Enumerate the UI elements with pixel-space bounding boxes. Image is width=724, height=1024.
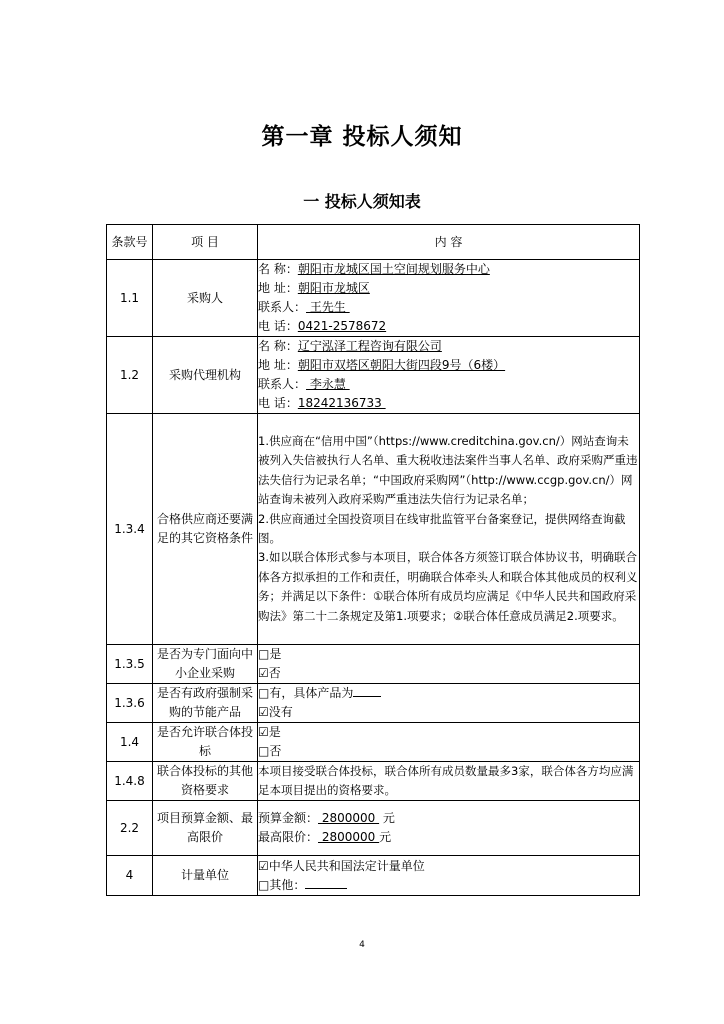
consortium-option-no: □否 (258, 744, 282, 758)
table-row-purchaser (107, 260, 640, 337)
consortium-option-yes: ☑是 (258, 725, 281, 739)
energy-option-yes: □有，具体产品为 (258, 684, 639, 703)
header-clause: 条款号 (107, 225, 153, 260)
table-row-energy (107, 684, 640, 723)
agency-address-line: 地 址：朝阳市双塔区朝阳大街四段9号（6楼） (258, 358, 506, 372)
sme-option-no: ☑否 (258, 666, 281, 680)
item-label: 项目预算金额、最高限价 (153, 801, 258, 856)
unit-option-other: □其他： (258, 876, 639, 895)
budget-line: 预算金额： 2800000 元 (258, 811, 395, 825)
qualification-paragraph-3: 3.如以联合体形式参与本项目，联合体各方须签订联合体协议书，明确联合体各方拟承担的工作和责任，明确联合体牵头人和联合体其他成员的权利义务；并满足以下条件：①联合体所有成员均应满足《中华人民共和国政府采购法》第二十二条规定及第1.项要求；②联合体任意成员满足2.项要求。 (258, 550, 638, 623)
agency-name: 辽宁泓泽工程咨询有限公司 (297, 339, 442, 353)
table-row-agency (107, 337, 640, 414)
section-title: 一 投标人须知表 (303, 192, 421, 211)
agency-name-line: 名 称：辽宁泓泽工程咨询有限公司 (258, 339, 442, 353)
header-content: 内 容 (258, 225, 640, 260)
item-label: 联合体投标的其他资格要求 (153, 762, 258, 801)
table-row-budget (107, 801, 640, 856)
blank-line (353, 684, 381, 697)
item-label: 是否允许联合体投标 (153, 723, 258, 762)
purchaser-phone-line: 电 话：0421-2578672 (258, 319, 387, 333)
agency-contact: 李永慧 (306, 377, 350, 391)
clause-number: 1.4 (107, 723, 153, 762)
content-cell (258, 414, 640, 645)
agency-phone-line: 电 话：18242136733 (258, 396, 386, 410)
table-row-unit (107, 856, 640, 896)
purchaser-contact-line: 联系人： 王先生 (258, 300, 350, 314)
qualification-paragraph-2: 2.供应商通过全国投资项目在线审批监管平台备案登记，提供网络查询截图。 (258, 511, 626, 545)
table-header-row (107, 225, 640, 260)
item-label: 采购代理机构 (153, 337, 258, 414)
clause-number: 1.3.6 (107, 684, 153, 723)
item-label: 是否有政府强制采购的节能产品 (153, 684, 258, 723)
energy-option-no: ☑没有 (258, 705, 293, 719)
header-item: 项 目 (153, 225, 258, 260)
item-label: 合格供应商还要满足的其它资格条件 (153, 414, 258, 645)
blank-line (305, 876, 347, 889)
clause-number: 1.2 (107, 337, 153, 414)
clause-number: 1.1 (107, 260, 153, 337)
page-number: 4 (359, 940, 365, 950)
agency-phone: 18242136733 (297, 396, 386, 410)
purchaser-contact: 王先生 (306, 300, 350, 314)
purchaser-name: 朝阳市龙城区国土空间规划服务中心 (297, 262, 490, 276)
purchaser-phone: 0421-2578672 (297, 319, 387, 333)
max-price-line: 最高限价： 2800000 元 (258, 830, 392, 844)
content-cell (258, 723, 640, 762)
item-label: 是否为专门面向中小企业采购 (153, 645, 258, 684)
item-label: 计量单位 (153, 856, 258, 896)
table-row-consortium-allowed (107, 723, 640, 762)
budget-amount: 2800000 (318, 811, 380, 825)
purchaser-name-line: 名 称：朝阳市龙城区国土空间规划服务中心 (258, 262, 490, 276)
content-cell (258, 337, 640, 414)
content-cell (258, 801, 640, 856)
clause-number: 1.4.8 (107, 762, 153, 801)
sme-option-yes: □是 (258, 647, 282, 661)
content-cell (258, 856, 640, 896)
agency-contact-line: 联系人： 李永慧 (258, 377, 350, 391)
clause-number: 4 (107, 856, 153, 896)
qualification-paragraph-1: 1.供应商在“信用中国”（https://www.creditchina.gov.cn/）网站查询未被列入失信被执行人名单、重大税收违法案件当事人名单、政府采购严重违法失信行为记录名单；“中国政府采购网”（http://www.ccgp.gov.cn/）网站查询未被列入政府采购严重违法失信行为记录名单； (258, 433, 638, 507)
clause-number: 2.2 (107, 801, 153, 856)
clause-number: 1.3.5 (107, 645, 153, 684)
content-cell (258, 260, 640, 337)
purchaser-address-line: 地 址：朝阳市龙城区 (258, 281, 370, 295)
unit-option-legal: ☑中华人民共和国法定计量单位 (258, 858, 425, 873)
purchaser-address: 朝阳市龙城区 (297, 281, 370, 295)
item-label: 采购人 (153, 260, 258, 337)
clause-number: 1.3.4 (107, 414, 153, 645)
agency-address: 朝阳市双塔区朝阳大街四段9号（6楼） (297, 358, 506, 372)
chapter-title: 第一章 投标人须知 (261, 124, 463, 150)
bidder-instructions-table (106, 224, 640, 896)
content-cell (258, 684, 640, 723)
max-price-amount: 2800000 (318, 830, 380, 844)
content-cell (258, 645, 640, 684)
table-row-qualification (107, 414, 640, 645)
content-cell: 本项目接受联合体投标，联合体所有成员数量最多3家，联合体各方均应满足本项目提出的资格要求。 (258, 762, 640, 801)
table-row-consortium-requirements (107, 762, 640, 801)
table-row-sme (107, 645, 640, 684)
